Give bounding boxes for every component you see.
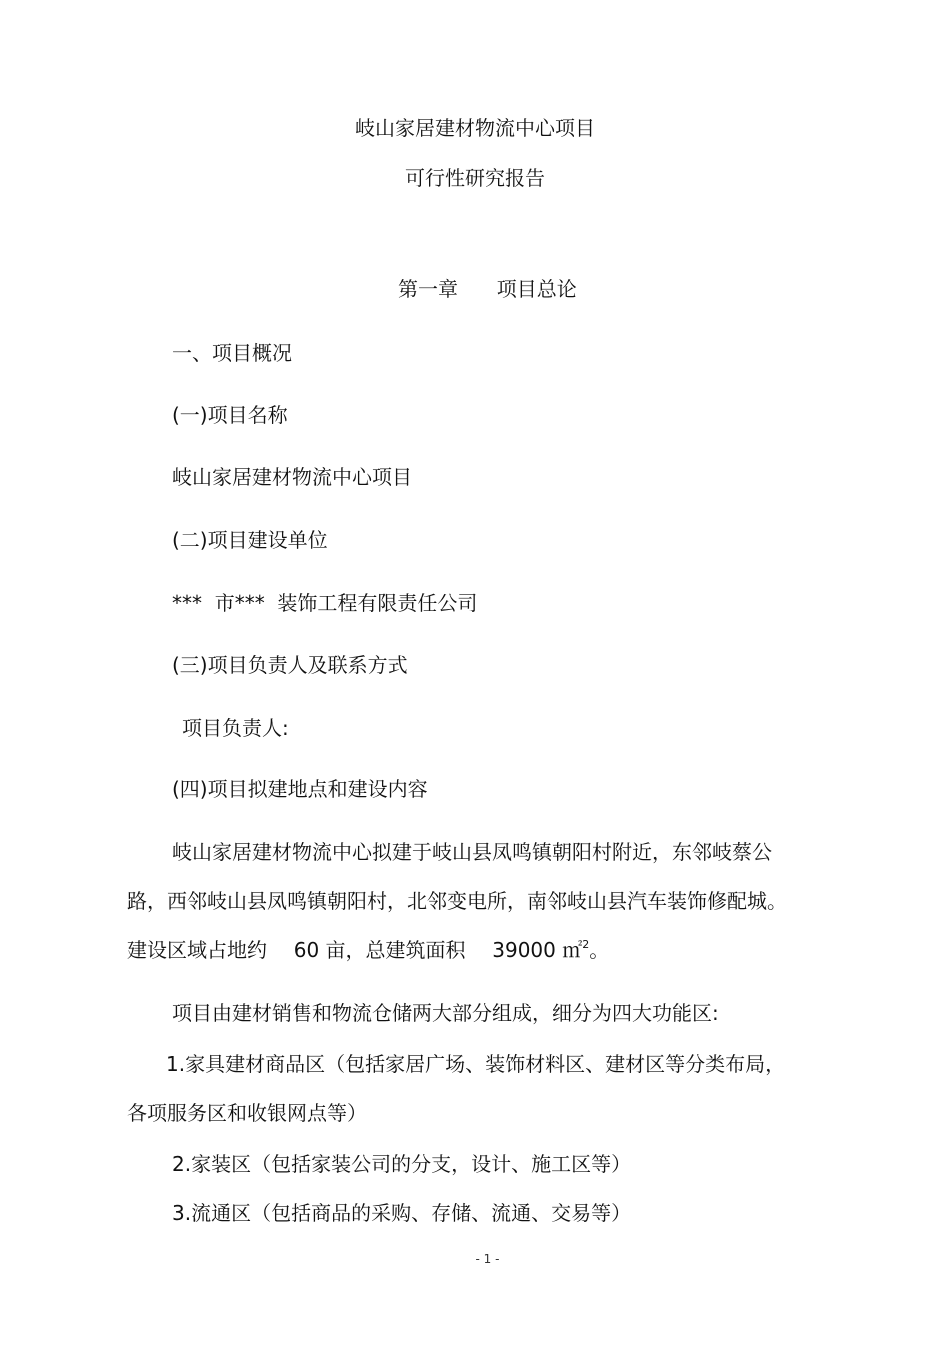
section-heading: 一、项目概况 — [172, 341, 292, 365]
construction-unit-text: *** 市*** 装饰工程有限责任公司 — [172, 591, 478, 615]
chapter-title: 项目总论 — [496, 277, 577, 301]
page-number: - 1 - — [475, 1252, 500, 1266]
list-item-decoration: 2.家装区（包括家装公司的分支，设计、施工区等） — [172, 1152, 632, 1176]
list-item-furniture-cont: 各项服务区和收银网点等） — [127, 1101, 367, 1125]
paragraph-composition: 项目由建材销售和物流仓储两大部分组成，细分为四大功能区: — [172, 1001, 719, 1025]
floor-area-value: 39000 ㎡ — [492, 938, 583, 962]
subsection-heading-unit: (二)项目建设单位 — [172, 528, 328, 552]
area-value: 60 亩，总建筑面积 — [293, 938, 466, 962]
subsection-heading-contact: (三)项目负责人及联系方式 — [172, 653, 408, 677]
document-title: 岐山家居建材物流中心项目 — [355, 116, 595, 140]
list-item-furniture: 1.家具建材商品区（包括家居广场、装饰材料区、建材区等分类布局， — [166, 1052, 786, 1076]
paragraph-location-line — [127, 938, 609, 966]
chapter-heading — [398, 277, 577, 301]
subsection-heading-name: (一)项目名称 — [172, 403, 288, 427]
paragraph-location-line: 岐山家居建材物流中心拟建于岐山县凤鸣镇朝阳村附近，东邻岐蔡公 — [172, 840, 772, 864]
period-mark: 。 — [589, 938, 610, 962]
chapter-label: 第一章 — [398, 277, 458, 301]
document-subtitle: 可行性研究报告 — [405, 166, 545, 190]
project-leader-text: 项目负责人: — [182, 716, 289, 740]
project-name-text: 岐山家居建材物流中心项目 — [172, 465, 412, 489]
list-item-circulation: 3.流通区（包括商品的采购、存储、流通、交易等） — [172, 1201, 632, 1225]
superscript-two: 2 — [582, 938, 590, 951]
area-text: 建设区域占地约 — [127, 938, 267, 962]
subsection-heading-location: (四)项目拟建地点和建设内容 — [172, 777, 428, 801]
paragraph-location-line: 路，西邻岐山县凤鸣镇朝阳村，北邻变电所，南邻岐山县汽车装饰修配城。 — [127, 889, 787, 913]
